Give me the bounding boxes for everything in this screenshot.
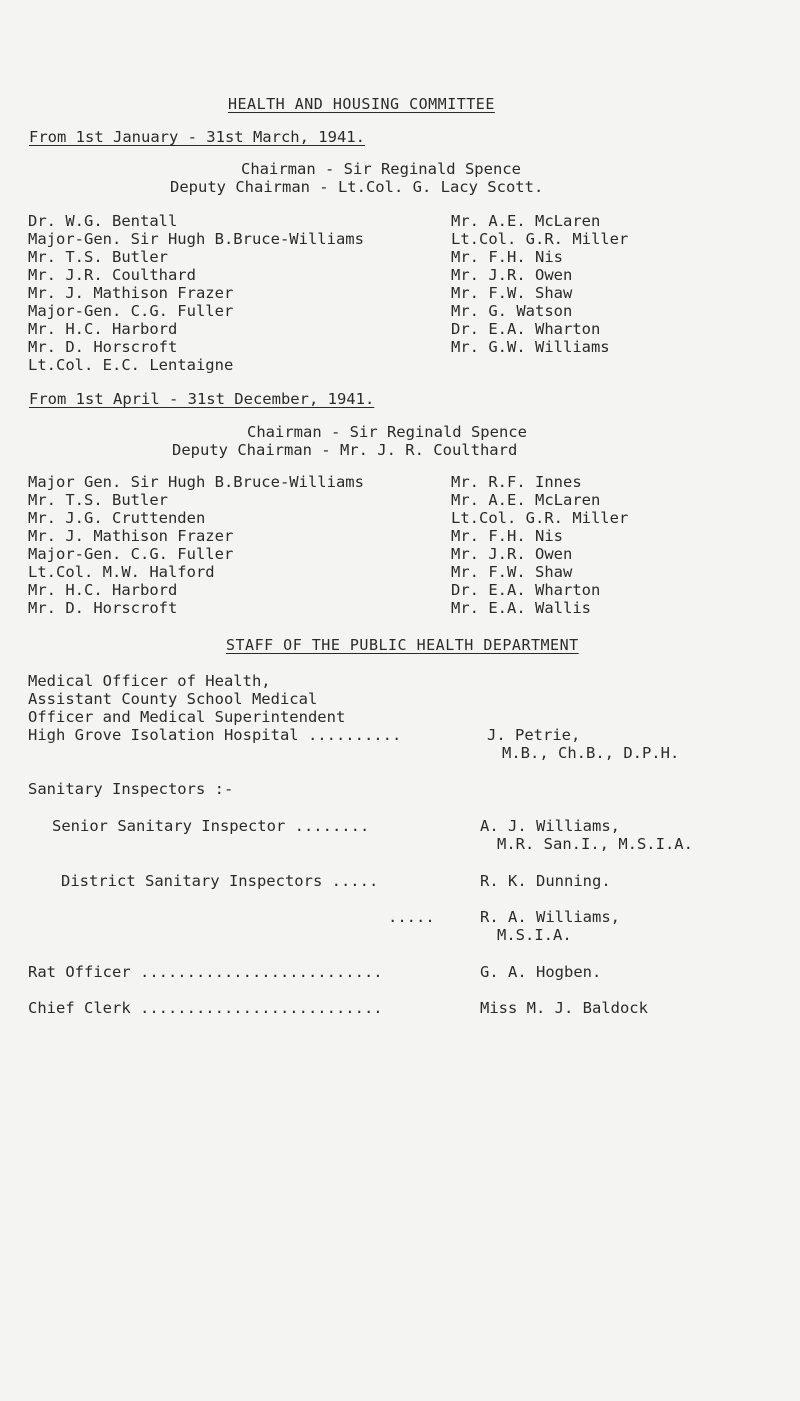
member-name: Dr. E.A. Wharton	[451, 581, 601, 599]
member-name: Mr. F.H. Nis	[451, 527, 563, 545]
member-name: Mr. D. Horscroft	[28, 338, 178, 356]
district-dots: .....	[388, 908, 435, 926]
moh-name: J. Petrie,	[487, 726, 581, 744]
period2-chairman: Chairman - Sir Reginald Spence	[247, 423, 527, 441]
period1-heading: From 1st January - 31st March, 1941.	[29, 128, 365, 146]
district-inspectors-label: District Sanitary Inspectors .....	[61, 872, 379, 890]
member-name: Mr. T.S. Butler	[28, 491, 168, 509]
member-name: Mr. A.E. McLaren	[451, 212, 601, 230]
member-name: Mr. T.S. Butler	[28, 248, 168, 266]
district-inspector-2-qualifications: M.S.I.A.	[497, 926, 572, 944]
period1-chairman: Chairman - Sir Reginald Spence	[241, 160, 521, 178]
sanitary-inspectors-label: Sanitary Inspectors :-	[28, 780, 234, 798]
member-name: Major-Gen. C.G. Fuller	[28, 545, 234, 563]
rat-officer-name: G. A. Hogben.	[480, 963, 602, 981]
member-name: Mr. E.A. Wallis	[451, 599, 591, 617]
rat-officer-label: Rat Officer ..........................	[28, 963, 383, 981]
member-name: Mr. J.G. Cruttenden	[28, 509, 206, 527]
member-name: Major-Gen. Sir Hugh B.Bruce-Williams	[28, 230, 364, 248]
member-name: Mr. J.R. Owen	[451, 545, 573, 563]
member-name: Mr. H.C. Harbord	[28, 320, 178, 338]
chief-clerk-label: Chief Clerk ..........................	[28, 999, 383, 1017]
member-name: Lt.Col. E.C. Lentaigne	[28, 356, 234, 374]
chief-clerk-name: Miss M. J. Baldock	[480, 999, 648, 1017]
member-name: Mr. J. Mathison Frazer	[28, 284, 234, 302]
moh-line: Assistant County School Medical	[28, 690, 318, 708]
staff-heading: STAFF OF THE PUBLIC HEALTH DEPARTMENT	[226, 636, 579, 654]
member-name: Major-Gen. C.G. Fuller	[28, 302, 234, 320]
moh-qualifications: M.B., Ch.B., D.P.H.	[502, 744, 680, 762]
member-name: Mr. J. Mathison Frazer	[28, 527, 234, 545]
member-name: Lt.Col. M.W. Halford	[28, 563, 215, 581]
district-inspector-2-name: R. A. Williams,	[480, 908, 620, 926]
district-inspector-1-name: R. K. Dunning.	[480, 872, 611, 890]
member-name: Mr. F.H. Nis	[451, 248, 563, 266]
member-name: Mr. D. Horscroft	[28, 599, 178, 617]
member-name: Major Gen. Sir Hugh B.Bruce-Williams	[28, 473, 364, 491]
member-name: Mr. F.W. Shaw	[451, 284, 573, 302]
member-name: Mr. J.R. Coulthard	[28, 266, 196, 284]
member-name: Mr. R.F. Innes	[451, 473, 582, 491]
member-name: Mr. F.W. Shaw	[451, 563, 573, 581]
committee-title: HEALTH AND HOUSING COMMITTEE	[228, 95, 495, 113]
member-name: Lt.Col. G.R. Miller	[451, 230, 629, 248]
moh-line: High Grove Isolation Hospital ..........	[28, 726, 402, 744]
period1-deputy: Deputy Chairman - Lt.Col. G. Lacy Scott.	[170, 178, 544, 196]
period2-heading: From 1st April - 31st December, 1941.	[29, 390, 375, 408]
member-name: Mr. G. Watson	[451, 302, 573, 320]
senior-inspector-label: Senior Sanitary Inspector ........	[52, 817, 370, 835]
senior-inspector-name: A. J. Williams,	[480, 817, 620, 835]
member-name: Dr. W.G. Bentall	[28, 212, 178, 230]
member-name: Mr. J.R. Owen	[451, 266, 573, 284]
moh-line: Officer and Medical Superintendent	[28, 708, 346, 726]
member-name: Mr. G.W. Williams	[451, 338, 610, 356]
period2-deputy: Deputy Chairman - Mr. J. R. Coulthard	[172, 441, 518, 459]
member-name: Mr. H.C. Harbord	[28, 581, 178, 599]
moh-line: Medical Officer of Health,	[28, 672, 271, 690]
senior-inspector-qualifications: M.R. San.I., M.S.I.A.	[497, 835, 693, 853]
member-name: Dr. E.A. Wharton	[451, 320, 601, 338]
member-name: Lt.Col. G.R. Miller	[451, 509, 629, 527]
member-name: Mr. A.E. McLaren	[451, 491, 601, 509]
